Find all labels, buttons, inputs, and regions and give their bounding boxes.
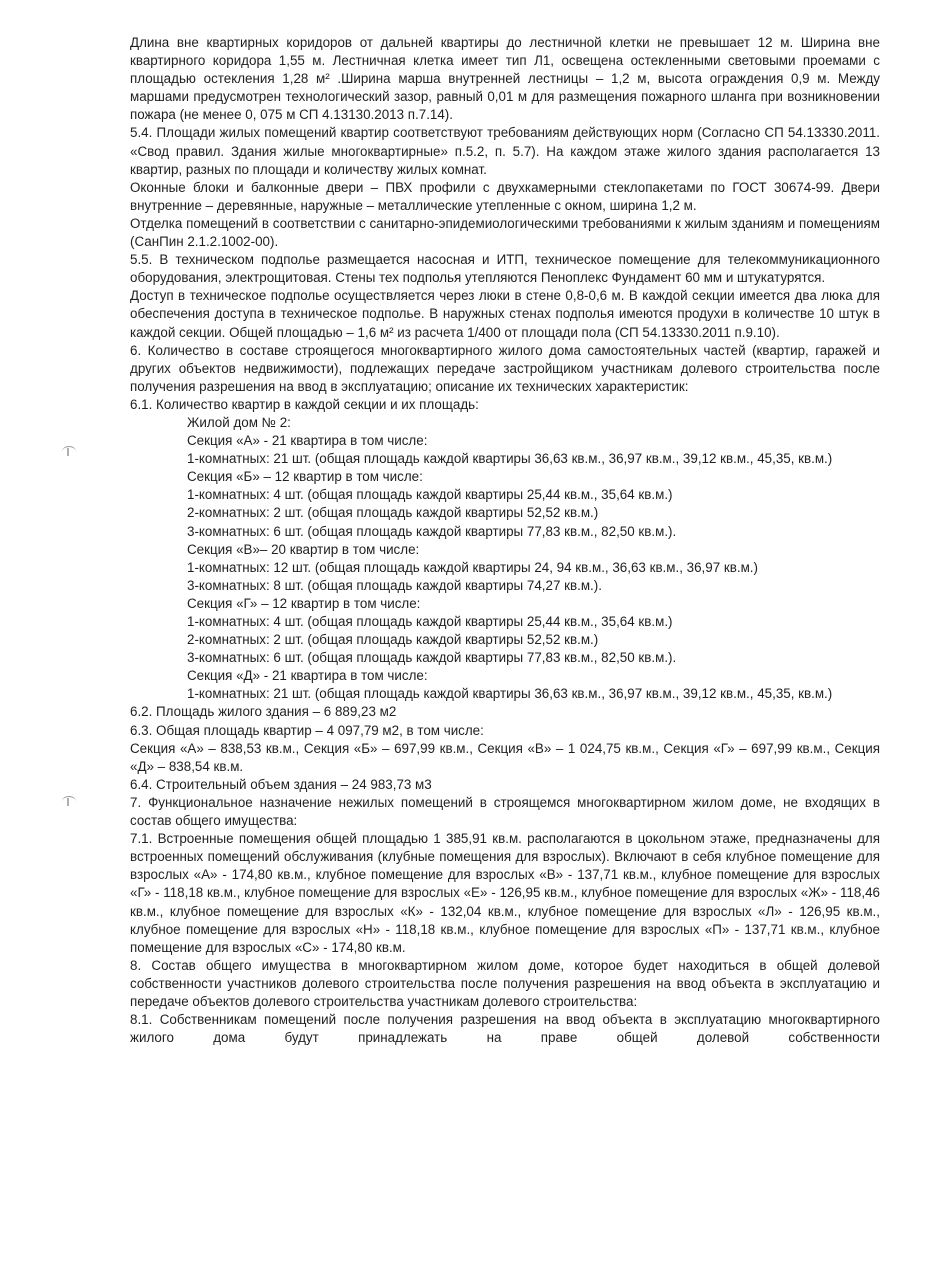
list-item: 1-комнатных: 12 шт. (общая площадь каждой квартиры 24, 94 кв.м., 36,63 кв.м., 36,97 кв.м.) [187, 559, 758, 575]
binder-hole-mark-top [62, 446, 76, 457]
document-page [130, 34, 880, 1047]
list-item: Секция «Б» – 12 квартир в том числе: [187, 469, 423, 485]
list-item: Секция «Д» - 21 квартира в том числе: [187, 668, 428, 684]
list-item: Секция «В»– 20 квартир в том числе: [187, 541, 420, 557]
list-item: 3-комнатных: 8 шт. (общая площадь каждой квартиры 74,27 кв.м.). [187, 577, 602, 593]
paragraph-6-2: 6.2. Площадь жилого здания – 6 889,23 м2 [130, 704, 397, 720]
paragraph-8-1: 8.1. Собственникам помещений после получения разрешения на ввод объекта в эксплуатацию многоквартирного жилого дома будут принадлежать на праве общей долевой собственности [130, 1012, 880, 1046]
paragraph-finishing: Отделка помещений в соответствии с санитарно-эпидемиологическими требованиями к жилым зданиям и помещениям (СанПин 2.1.2.1002-00). [130, 215, 880, 250]
list-item: 3-комнатных: 6 шт. (общая площадь каждой квартиры 77,83 кв.м., 82,50 кв.м.). [187, 523, 677, 539]
list-item: Секция «Г» – 12 квартир в том числе: [187, 595, 421, 611]
paragraph-6-4: 6.4. Строительный объем здания – 24 983,73 м3 [130, 776, 432, 792]
paragraph-6-1: 6.1. Количество квартир в каждой секции и их площадь: [130, 396, 479, 412]
paragraph-5-4: 5.4. Площади жилых помещений квартир соответствуют требованиям действующих норм (Согласно СП 54.13330.2011. «Свод правил. Здания жилые многоквартирные» п.5.2, п. 5.7). На каждом этаже жилого здания располагается 13 квартир, разных по площади и количеству жилых комнат. [130, 125, 880, 177]
list-item: Жилой дом № 2: [187, 414, 291, 430]
paragraph-8: 8. Состав общего имущества в многоквартирном жилом доме, которое будет находиться в общей долевой собственности участников долевого строительства после получения разрешения на ввод объекта в эксплуатацию и передаче объектов долевого строительства участникам долевого строительства: [130, 957, 880, 1009]
paragraph-7-1: 7.1. Встроенные помещения общей площадью 1 385,91 кв.м. располагаются в цокольном этаже, предназначены для встроенных помещений обслуживания (клубные помещения для взрослых). Включают в себя клубное помещение для взрослых «А» - 174,80 кв.м., клубное помещение для взрослых «В» - 137,71 кв.м., клубное помещение для взрослых «Г» - 118,18 кв.м., клубное помещение для взрослых «Е» - 126,95 кв.м., клубное помещение для взрослых «Ж» - 118,46 кв.м., клубное помещение для взрослых «К» - 132,04 кв.м., клубное помещение для взрослых «Л» - 126,95 кв.м., клубное помещение для взрослых «Н» - 118,18 кв.м., клубное помещение для взрослых «П» - 137,71 кв.м., клубное помещение для взрослых «С» - 174,80 кв.м. [130, 831, 880, 955]
list-item: 3-комнатных: 6 шт. (общая площадь каждой квартиры 77,83 кв.м., 82,50 кв.м.). [187, 650, 677, 666]
paragraph-6-3: 6.3. Общая площадь квартир – 4 097,79 м2, в том числе: [130, 722, 484, 738]
list-item: Секция «А» - 21 квартира в том числе: [187, 433, 428, 449]
paragraph-5-5: 5.5. В техническом подполье размещается насосная и ИТП, техническое помещение для телекоммуникационного оборудования, электрощитовая. Стены тех подполья утепляются Пеноплекс Фундамент 60 мм и штукатурятся. [130, 252, 880, 286]
list-item: 1-комнатных: 21 шт. (общая площадь каждой квартиры 36,63 кв.м., 36,97 кв.м., 39,12 кв.м., 45,35, кв.м.) [187, 686, 833, 702]
list-item: 1-комнатных: 21 шт. (общая площадь каждой квартиры 36,63 кв.м., 36,97 кв.м., 39,12 кв.м., 45,35, кв.м.) [187, 451, 833, 467]
paragraph-access: Доступ в техническое подполье осуществляется через люки в стене 0,8-0,6 м. В каждой секции имеется два люка для обеспечения доступа в техническое подполье. В наружных стенах подполья имеются продухи в количестве 10 штук в каждой секции. Общей площадью – 1,6 м² из расчета 1/400 от площади пола (СП 54.13330.2011 п.9.10). [130, 288, 880, 340]
paragraph-6: 6. Количество в составе строящегося многоквартирного жилого дома самостоятельных частей (квартир, гаражей и других объектов недвижимости), подлежащих передаче застройщиком участникам долевого строительства после получения разрешения на ввод в эксплуатацию; описание их технических характеристик: [130, 342, 880, 394]
list-item: 1-комнатных: 4 шт. (общая площадь каждой квартиры 25,44 кв.м., 35,64 кв.м.) [187, 614, 673, 629]
paragraph-7: 7. Функциональное назначение нежилых помещений в строящемся многоквартирном жилом доме, не входящих в состав общего имущества: [130, 794, 880, 829]
paragraph-sections-area: Секция «А» – 838,53 кв.м., Секция «Б» – 697,99 кв.м., Секция «В» – 1 024,75 кв.м., Секция «Г» – 697,99 кв.м., Секция «Д» – 838,54 кв.м. [130, 740, 880, 774]
list-item: 2-комнатных: 2 шт. (общая площадь каждой квартиры 52,52 кв.м.) [187, 505, 599, 521]
binder-hole-mark-bottom [62, 796, 76, 807]
paragraph-corridors: Длина вне квартирных коридоров от дальней квартиры до лестничной клетки не превышает 12 м. Ширина вне квартирного коридора 1,55 м. Лестничная клетка имеет тип Л1, освещена остекленными световыми проемами с площадью остекления 1,28 м² .Ширина марша внутренней лестницы – 1,2 м, высота ограждения 0,9 м. Между маршами предусмотрен технологический зазор, равный 0,01 м для размещения пожарного шланга при возникновении пожара (не менее 0, 075 м СП 4.13130.2013 п.7.14). [130, 35, 880, 123]
paragraph-windows: Оконные блоки и балконные двери – ПВХ профили с двухкамерными стеклопакетами по ГОСТ 30674-99. Двери внутренние – деревянные, наружные – металлические утепленные с окном, ширина 1,2 м. [130, 179, 880, 213]
list-item: 2-комнатных: 2 шт. (общая площадь каждой квартиры 52,52 кв.м.) [187, 632, 599, 648]
list-item: 1-комнатных: 4 шт. (общая площадь каждой квартиры 25,44 кв.м., 35,64 кв.м.) [187, 487, 673, 503]
